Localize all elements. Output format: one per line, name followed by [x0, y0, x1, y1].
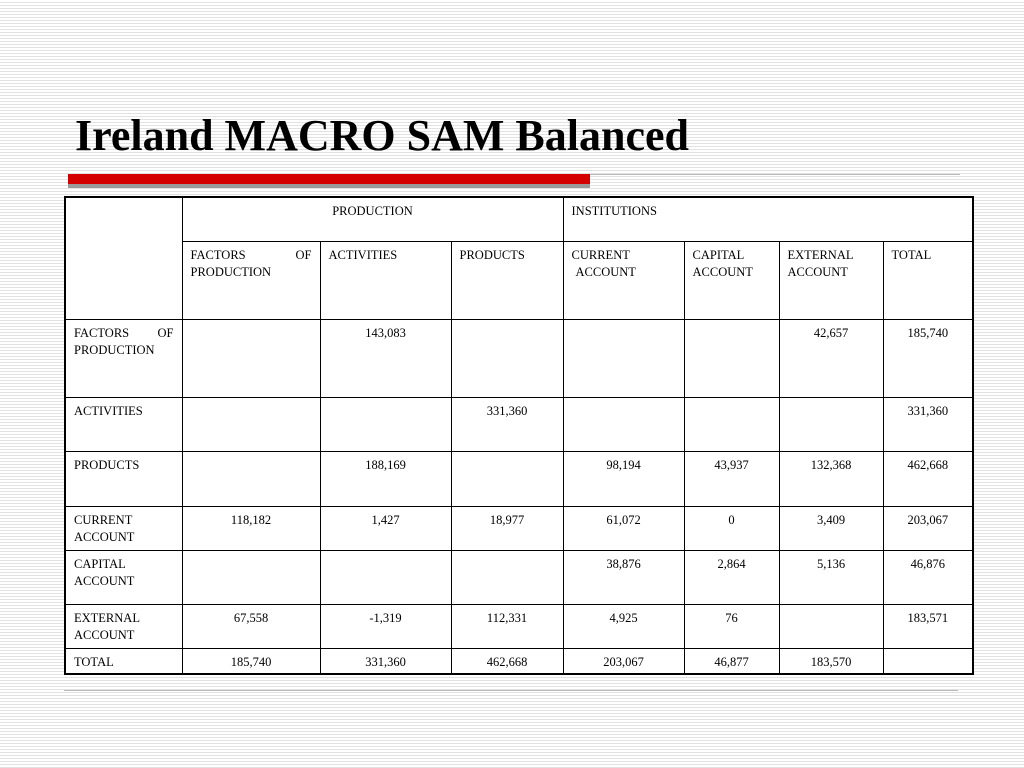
table-cell: 76: [684, 604, 779, 648]
group-header-production: PRODUCTION: [182, 197, 563, 241]
table-cell: 98,194: [563, 451, 684, 506]
table-cell: [182, 319, 320, 397]
table-cell: 185,740: [883, 319, 973, 397]
table-cell: [451, 550, 563, 604]
table-cell: 183,571: [883, 604, 973, 648]
table-cell: 188,169: [320, 451, 451, 506]
col-header-capital-account: CAPITAL ACCOUNT: [684, 241, 779, 319]
table-cell: 2,864: [684, 550, 779, 604]
table-cell: 331,360: [883, 397, 973, 451]
table-cell: 67,558: [182, 604, 320, 648]
table-cell: [883, 648, 973, 674]
col-header-total: TOTAL: [883, 241, 973, 319]
table-row: [65, 319, 973, 397]
table-cell: 143,083: [320, 319, 451, 397]
table-cell: 118,182: [182, 506, 320, 550]
table-cell: 4,925: [563, 604, 684, 648]
table-cell: 46,876: [883, 550, 973, 604]
table-cell: 1,427: [320, 506, 451, 550]
table-cell: [563, 397, 684, 451]
col-header-products: PRODUCTS: [451, 241, 563, 319]
table-cell: 112,331: [451, 604, 563, 648]
row-label-activities: ACTIVITIES: [65, 397, 182, 451]
table-row: [65, 506, 973, 550]
row-label-current-account: CURRENT ACCOUNT: [65, 506, 182, 550]
table-cell: 331,360: [451, 397, 563, 451]
table-row: [65, 550, 973, 604]
row-label-factors-of-production: FACTORS OF PRODUCTION: [65, 319, 182, 397]
table-row: [65, 451, 973, 506]
table-cell: 46,877: [684, 648, 779, 674]
table-cell: 3,409: [779, 506, 883, 550]
table-cell: 183,570: [779, 648, 883, 674]
col-header-factors-of-production: FACTORS OF PRODUCTION: [182, 241, 320, 319]
table-cell: [451, 451, 563, 506]
table-cell: [451, 319, 563, 397]
table-row: [65, 604, 973, 648]
table-cell: 462,668: [883, 451, 973, 506]
table-cell: 61,072: [563, 506, 684, 550]
table-cell: [182, 451, 320, 506]
row-label-capital-account: CAPITAL ACCOUNT: [65, 550, 182, 604]
table-cell: [182, 397, 320, 451]
row-label-products: PRODUCTS: [65, 451, 182, 506]
table-row: [65, 648, 973, 674]
col-header-current-account: CURRENT ACCOUNT: [563, 241, 684, 319]
table-cell: [779, 604, 883, 648]
table-cell: [182, 550, 320, 604]
col-header-activities: ACTIVITIES: [320, 241, 451, 319]
table-cell: 43,937: [684, 451, 779, 506]
table-cell: 42,657: [779, 319, 883, 397]
table-cell: 38,876: [563, 550, 684, 604]
row-label-external-account: EXTERNAL ACCOUNT: [65, 604, 182, 648]
table-cell: 5,136: [779, 550, 883, 604]
sam-table: [64, 196, 974, 675]
table-cell: [779, 397, 883, 451]
table-cell: 18,977: [451, 506, 563, 550]
title-underline-shadow: [68, 184, 590, 188]
table-cell: [684, 397, 779, 451]
table-cell: [684, 319, 779, 397]
footer-rule: [64, 690, 958, 691]
row-label-total: TOTAL: [65, 648, 182, 674]
table-cell: [320, 397, 451, 451]
corner-cell: [65, 197, 182, 319]
table-cell: 462,668: [451, 648, 563, 674]
column-header-row: [65, 241, 973, 319]
table-cell: 331,360: [320, 648, 451, 674]
table-cell: 185,740: [182, 648, 320, 674]
table-cell: [320, 550, 451, 604]
title-underline-thin: [590, 174, 960, 175]
table-cell: 0: [684, 506, 779, 550]
table-cell: 132,368: [779, 451, 883, 506]
table-cell: 203,067: [563, 648, 684, 674]
table-cell: [563, 319, 684, 397]
group-header-institutions: INSTITUTIONS: [563, 197, 973, 241]
col-header-external-account: EXTERNAL ACCOUNT: [779, 241, 883, 319]
group-header-row: [65, 197, 973, 241]
table-row: [65, 397, 973, 451]
table-cell: 203,067: [883, 506, 973, 550]
table-cell: -1,319: [320, 604, 451, 648]
slide-title: Ireland MACRO SAM Balanced: [75, 111, 689, 160]
